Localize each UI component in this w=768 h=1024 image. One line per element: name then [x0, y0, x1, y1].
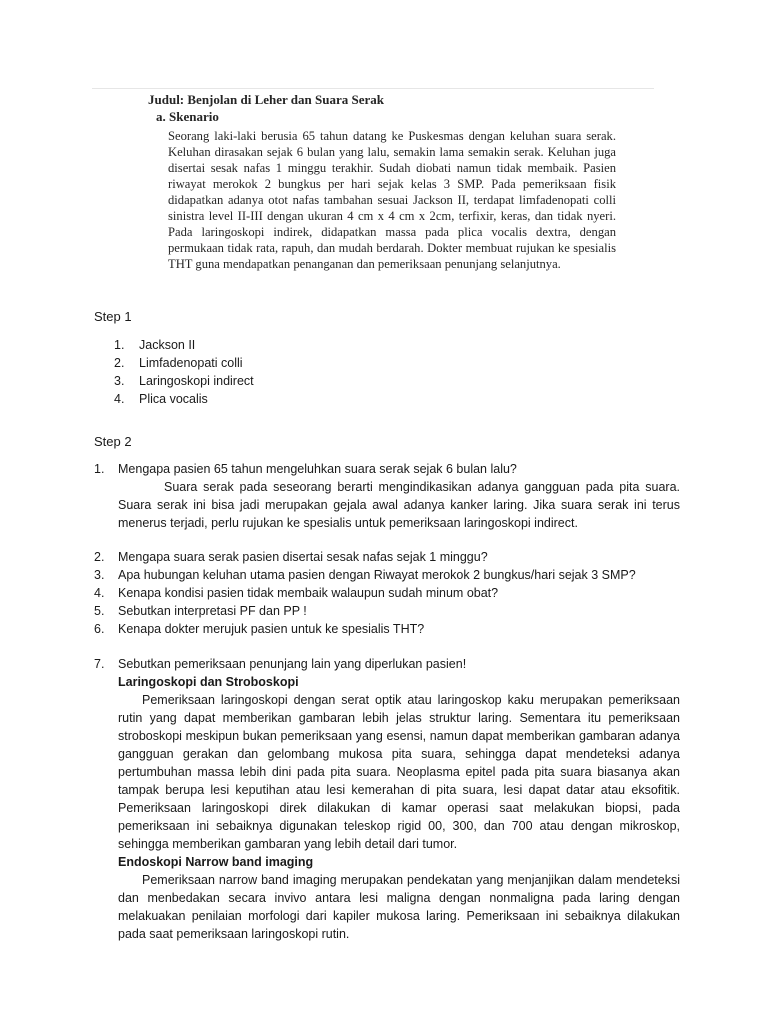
list-item-number: 1. [114, 338, 125, 352]
question-text: Kenapa dokter merujuk pasien untuk ke spesialis THT? [118, 622, 425, 636]
section-paragraph [118, 871, 680, 943]
list-item-number: 4. [114, 392, 125, 406]
scenario-title: Judul: Benjolan di Leher dan Suara Serak [148, 92, 384, 107]
paragraph-text: Pemeriksaan laringoskopi dengan serat optik atau laringoskop kaku merupakan pemeriksaan rutin yang dapat memberikan gambaran lebih jelas struktur laring. Sementara itu pemeriksaan stroboskopi meskipun bukan pemeriksaan yang esensi, namun dapat memberikan gambaran adanya gangguan gerakan dan gelombang mukosa pita suara, sehingga dapat mendeteksi adanya pertumbuhan massa lebih dini pada pita suara. Neoplasma epitel pada pita suara biasanya akan tampak berupa lesi keputihan atau lesi kemerahan di pita suara, lesi dapat datar atau eksofitik. Pemeriksaan laringoskopi direk dilakukan di kamar operasi saat melakukan biopsi, pada pemeriksaan ini sebaiknya digunakan teleskop rigid 00, 300, dan 700 atau dengan mikroskop, sehingga memberikan gambaran yang lebih detail dari tumor. [118, 693, 680, 851]
question-text: Apa hubungan keluhan utama pasien dengan Riwayat merokok 2 bungkus/hari sejak 3 SMP? [118, 568, 636, 582]
question-answer [118, 478, 680, 532]
step1-list [114, 336, 254, 408]
list-item [114, 372, 254, 390]
question-text: Sebutkan pemeriksaan penunjang lain yang diperlukan pasien! [118, 657, 467, 671]
question-number: 2. [94, 550, 105, 564]
list-item [94, 548, 680, 566]
scenario-scan [148, 92, 616, 272]
scenario-text: Seorang laki-laki berusia 65 tahun datang ke Puskesmas dengan keluhan suara serak. Keluhan dirasakan sejak 6 bulan yang lalu, semakin lama semakin serak. Keluhan juga disertai sesak nafas 1 minggu terakhir. Sudah diobati namun tidak membaik. Pasien riwayat merokok 2 bungkus per hari sejak kelas 3 SMP. Pada pemeriksaan fisik didapatkan adanya otot nafas tambahan sesuai Jackson II, terdapat limfadenopati colli sinistra level II-III dengan ukuran 4 cm x 4 cm x 2cm, terfixir, keras, dan tidak nyeri. Pada laringoskopi indirek, didapatkan massa pada plica vocalis dextra, dengan permukaan tidak rata, rapuh, dan mudah berdarah. Dokter membuat rujukan ke spesialis THT guna mendapatkan penanganan dan pemeriksaan penunjang selanjutnya. [168, 129, 616, 271]
list-item [94, 566, 680, 584]
list-item-text: Limfadenopati colli [139, 356, 243, 370]
list-item [94, 602, 680, 620]
section-paragraph [118, 691, 680, 853]
question-number: 7. [94, 657, 105, 671]
list-item-number: 3. [114, 374, 125, 388]
question-number: 5. [94, 604, 105, 618]
question-number: 4. [94, 586, 105, 600]
step2-heading: Step 2 [94, 434, 132, 449]
step2-question-7 [94, 655, 680, 943]
question-text: Mengapa pasien 65 tahun mengeluhkan suara serak sejak 6 bulan lalu? [118, 462, 517, 476]
list-item-text: Jackson II [139, 338, 196, 352]
question-number: 3. [94, 568, 105, 582]
question-text: Sebutkan interpretasi PF dan PP ! [118, 604, 307, 618]
question-number: 6. [94, 622, 105, 636]
list-item [94, 584, 680, 602]
list-item [114, 336, 254, 354]
scenario-subtitle: a. Skenario [156, 109, 219, 124]
list-item-number: 2. [114, 356, 125, 370]
list-item [94, 620, 680, 638]
question-text: Mengapa suara serak pasien disertai sesak nafas sejak 1 minggu? [118, 550, 488, 564]
list-item [114, 354, 254, 372]
list-item [114, 390, 254, 408]
page-top-rule [92, 88, 654, 89]
step2-questions [94, 548, 680, 638]
paragraph-text: Pemeriksaan narrow band imaging merupakan pendekatan yang menjanjikan dalam mendeteksi dan menbedakan secara invivo antara lesi maligna dengan nonmaligna pada laring dengan melakuakan penilaian morfologi dari kapiler mukosa laring. Pemeriksaan ini sebaiknya dilakukan pada saat pemeriksaan laringoskopi rutin. [118, 873, 680, 941]
list-item-text: Laringoskopi indirect [139, 374, 254, 388]
section-heading: Endoskopi Narrow band imaging [118, 855, 314, 869]
section-heading: Laringoskopi dan Stroboskopi [118, 675, 299, 689]
answer-text: Suara serak pada seseorang berarti mengindikasikan adanya gangguan pada pita suara. Suara serak ini bisa jadi merupakan gejala awal adanya kanker laring. Jika suara serak ini terus menerus terjadi, perlu rujukan ke spesialis untuk pemeriksaan laringoskopi indirect. [118, 480, 680, 530]
step1-heading: Step 1 [94, 309, 132, 324]
list-item-text: Plica vocalis [139, 392, 208, 406]
question-number: 1. [94, 462, 105, 476]
question-text: Kenapa kondisi pasien tidak membaik walaupun sudah minum obat? [118, 586, 499, 600]
step2-question-1 [94, 460, 680, 532]
